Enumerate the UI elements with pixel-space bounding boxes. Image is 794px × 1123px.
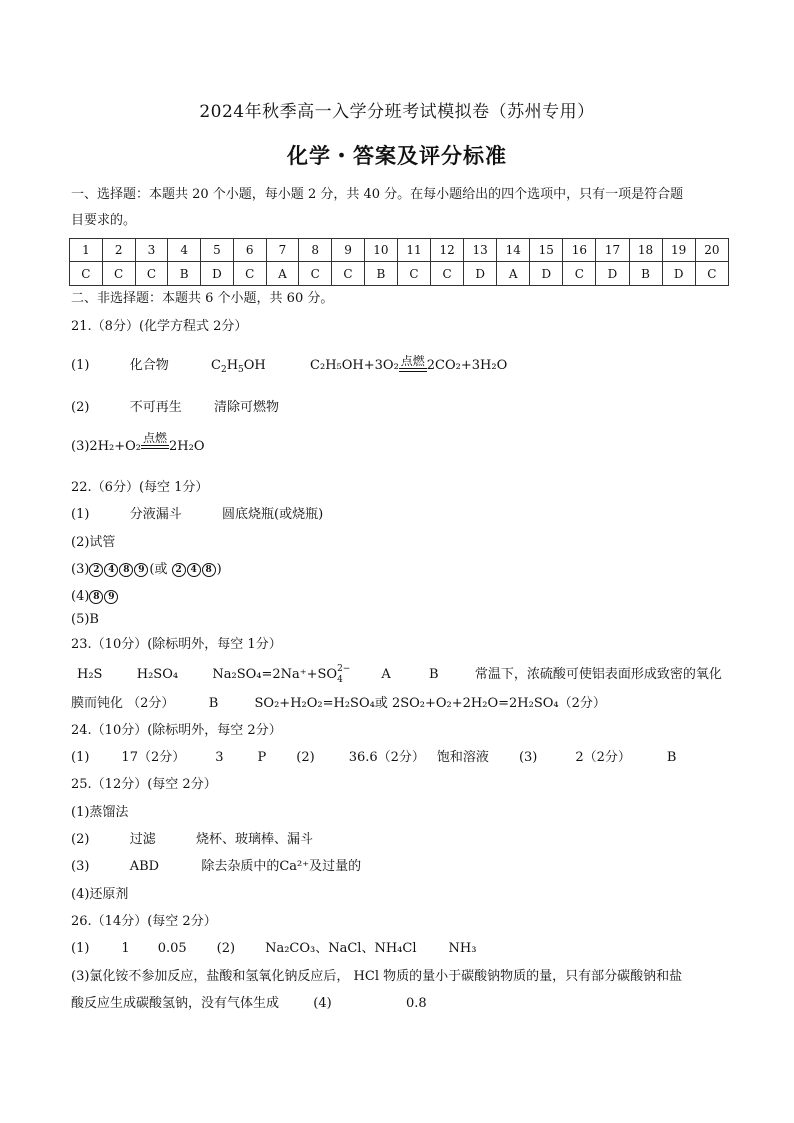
- question-number-cell: 11: [397, 239, 430, 262]
- answer-item: 1: [121, 941, 130, 956]
- q26-heading: 26.（14分）(每空 2分）: [71, 914, 217, 929]
- answer-table-answers-row: [70, 262, 729, 286]
- circled-number: 4: [104, 563, 118, 577]
- q22-part2: (2)试管: [71, 535, 116, 550]
- q22-part3: (3) 2 4 8 9 (或 2 4 8 ): [71, 562, 222, 577]
- answer-item: 0.05: [157, 941, 187, 956]
- q23-answers-line1: [77, 666, 722, 684]
- q21-p1-answer2: $C_2H_5OH$: [211, 358, 266, 375]
- question-number-cell: 18: [629, 239, 662, 262]
- q21-p1-label: (1): [71, 358, 90, 373]
- answer-cell: C: [695, 262, 728, 286]
- question-number-cell: 4: [168, 239, 201, 262]
- answer-cell: A: [497, 262, 530, 286]
- question-number-cell: 14: [497, 239, 530, 262]
- answer-cell: B: [364, 262, 397, 286]
- answer-item: 36.6（2分）: [348, 750, 425, 765]
- q26-part3-line1: (3)氯化铵不参加反应，盐酸和氢氧化钠反应后， HCl 物质的量小于碳酸钠物质的量，只有部分碳酸钠和盐: [71, 969, 683, 984]
- answer-cell: C: [233, 262, 266, 286]
- question-number-cell: 3: [135, 239, 168, 262]
- q21-part1: [71, 354, 508, 379]
- answer-table-numbers-row: [70, 239, 729, 262]
- section1-instruction-line1: 一、选择题：本题共 20 个小题，每小题 2 分，共 40 分。在每小题给出的四个选项中，只有一项是符合题: [71, 187, 684, 202]
- q26-answers: [71, 940, 476, 958]
- answer-item: (2): [296, 750, 315, 765]
- circled-number: 2: [172, 563, 186, 577]
- answer-cell: D: [662, 262, 695, 286]
- question-number-cell: 7: [266, 239, 299, 262]
- q21-part2: [71, 399, 279, 417]
- q22-p1-label: (1): [71, 507, 90, 522]
- circled-number: 8: [89, 590, 103, 604]
- answer-cell: C: [70, 262, 103, 286]
- answer-item: 2（2分）: [575, 750, 631, 765]
- q22-part5: (5)B: [71, 612, 99, 627]
- question-number-cell: 13: [464, 239, 497, 262]
- q22-p1-answer1: 分液漏斗: [129, 507, 182, 522]
- answer-cell: B: [168, 262, 201, 286]
- q26-part3-line2: 酸反应生成碳酸氢钠，没有气体生成 (4) 0.8: [71, 996, 427, 1011]
- circled-number: 4: [187, 563, 201, 577]
- question-number-cell: 2: [102, 239, 135, 262]
- section1-instruction-line2: 目要求的。: [71, 213, 137, 228]
- q24-answers: [71, 749, 676, 767]
- answer-cell: B: [629, 262, 662, 286]
- q22-part4: (4) 8 9: [71, 588, 119, 606]
- answer-cell: D: [530, 262, 563, 286]
- question-number-cell: 17: [596, 239, 629, 262]
- q21-p3-equation: 2H₂+O₂ 点燃 2H₂O: [89, 431, 205, 454]
- answer-item: B: [666, 750, 677, 765]
- condition-ignite-label: 点燃: [400, 354, 425, 368]
- answer-cell: D: [464, 262, 497, 286]
- q25-part1: (1)蒸馏法: [71, 805, 129, 820]
- q25-part3: (3) ABD 除去杂质中的Ca²⁺及过量的: [71, 859, 362, 874]
- q23-answer4: A: [381, 667, 391, 682]
- answer-cell: C: [135, 262, 168, 286]
- question-number-cell: 6: [233, 239, 266, 262]
- question-number-cell: 16: [563, 239, 596, 262]
- q21-p2-answer2: 清除可燃物: [214, 400, 280, 415]
- circled-number: 8: [202, 563, 216, 577]
- q23-answer6: 常温下，浓硫酸可使铝表面形成致密的氧化: [474, 667, 722, 682]
- answer-item: P: [257, 750, 267, 765]
- question-number-cell: 10: [364, 239, 397, 262]
- answer-table: [69, 238, 729, 286]
- q21-p2-label: (2): [71, 400, 90, 415]
- section2-instruction: 二、非选择题：本题共 6 个小题，共 60 分。: [71, 291, 334, 306]
- q25-heading: 25.（12分）(每空 2分）: [71, 777, 217, 792]
- answer-item: Na₂CO₃、NaCl、NH₄Cl: [265, 941, 417, 956]
- answer-cell: C: [431, 262, 464, 286]
- answer-item: NH₃: [448, 941, 477, 956]
- q22-p1-answer2: 圆底烧瓶(或烧瓶): [222, 507, 324, 522]
- q21-p1-answer1: 化合物: [129, 358, 169, 373]
- q22-part1: [71, 506, 323, 524]
- condition-ignite-label: 点燃: [143, 431, 168, 445]
- answer-cell: C: [563, 262, 596, 286]
- question-number-cell: 1: [70, 239, 103, 262]
- q21-p2-answer1: 不可再生: [129, 400, 182, 415]
- circled-number: 9: [134, 563, 148, 577]
- q26-p4-value: 0.8: [406, 996, 427, 1011]
- q24-heading: 24.（10分）(除标明外，每空 2分）: [71, 723, 282, 738]
- circled-number: 2: [89, 563, 103, 577]
- q23-answer2: H₂SO₄: [136, 667, 179, 682]
- q25-part2: (2) 过滤 烧杯、玻璃棒、漏斗: [71, 832, 314, 847]
- answer-item: 17（2分）: [121, 750, 186, 765]
- answer-item: 3: [215, 750, 224, 765]
- question-number-cell: 15: [530, 239, 563, 262]
- question-number-cell: 5: [201, 239, 234, 262]
- q22-heading: 22.（6分）(每空 1分）: [71, 480, 209, 495]
- answer-cell: A: [266, 262, 299, 286]
- q25-part4: (4)还原剂: [71, 887, 129, 902]
- question-number-cell: 20: [695, 239, 728, 262]
- q21-p3-label: (3): [71, 439, 90, 454]
- question-number-cell: 9: [332, 239, 365, 262]
- circled-number: 8: [119, 563, 133, 577]
- q23-answer3: Na₂SO₄=2Na⁺+SO 2− 4: [212, 664, 351, 685]
- answer-cell: D: [596, 262, 629, 286]
- answer-item: 饱和溶液: [436, 750, 489, 765]
- answer-item: (2): [216, 941, 236, 956]
- circled-number: 9: [104, 590, 118, 604]
- q21-p1-equation: C₂H₅OH+3O₂ 点燃 2CO₂+3H₂O: [310, 354, 508, 373]
- q23-answer1: H₂S: [77, 667, 103, 682]
- answer-cell: C: [397, 262, 430, 286]
- q21-part3: [71, 431, 205, 456]
- q21-heading: 21.（8分）(化学方程式 2分）: [71, 319, 248, 334]
- answer-item: (1): [71, 941, 90, 956]
- answer-item: (3): [518, 750, 538, 765]
- q26-p4-label: (4): [313, 996, 332, 1011]
- exam-title: 2024年秋季高一入学分班考试模拟卷（苏州专用）: [199, 102, 595, 122]
- question-number-cell: 19: [662, 239, 695, 262]
- question-number-cell: 8: [299, 239, 332, 262]
- question-number-cell: 12: [431, 239, 464, 262]
- answer-cell: C: [299, 262, 332, 286]
- answer-cell: C: [332, 262, 365, 286]
- answer-item: (1): [71, 750, 90, 765]
- exam-subtitle: 化学・答案及评分标准: [287, 143, 507, 168]
- answer-cell: C: [102, 262, 135, 286]
- q23-answer5: B: [429, 667, 439, 682]
- q23-heading: 23.（10分）(除标明外，每空 1分）: [71, 637, 282, 652]
- answer-cell: D: [201, 262, 234, 286]
- q23-answers-line2: 膜而钝化 （2分） B SO₂+H₂O₂=H₂SO₄或 2SO₂+O₂+2H₂O=2H₂SO₄（2分）: [71, 696, 606, 711]
